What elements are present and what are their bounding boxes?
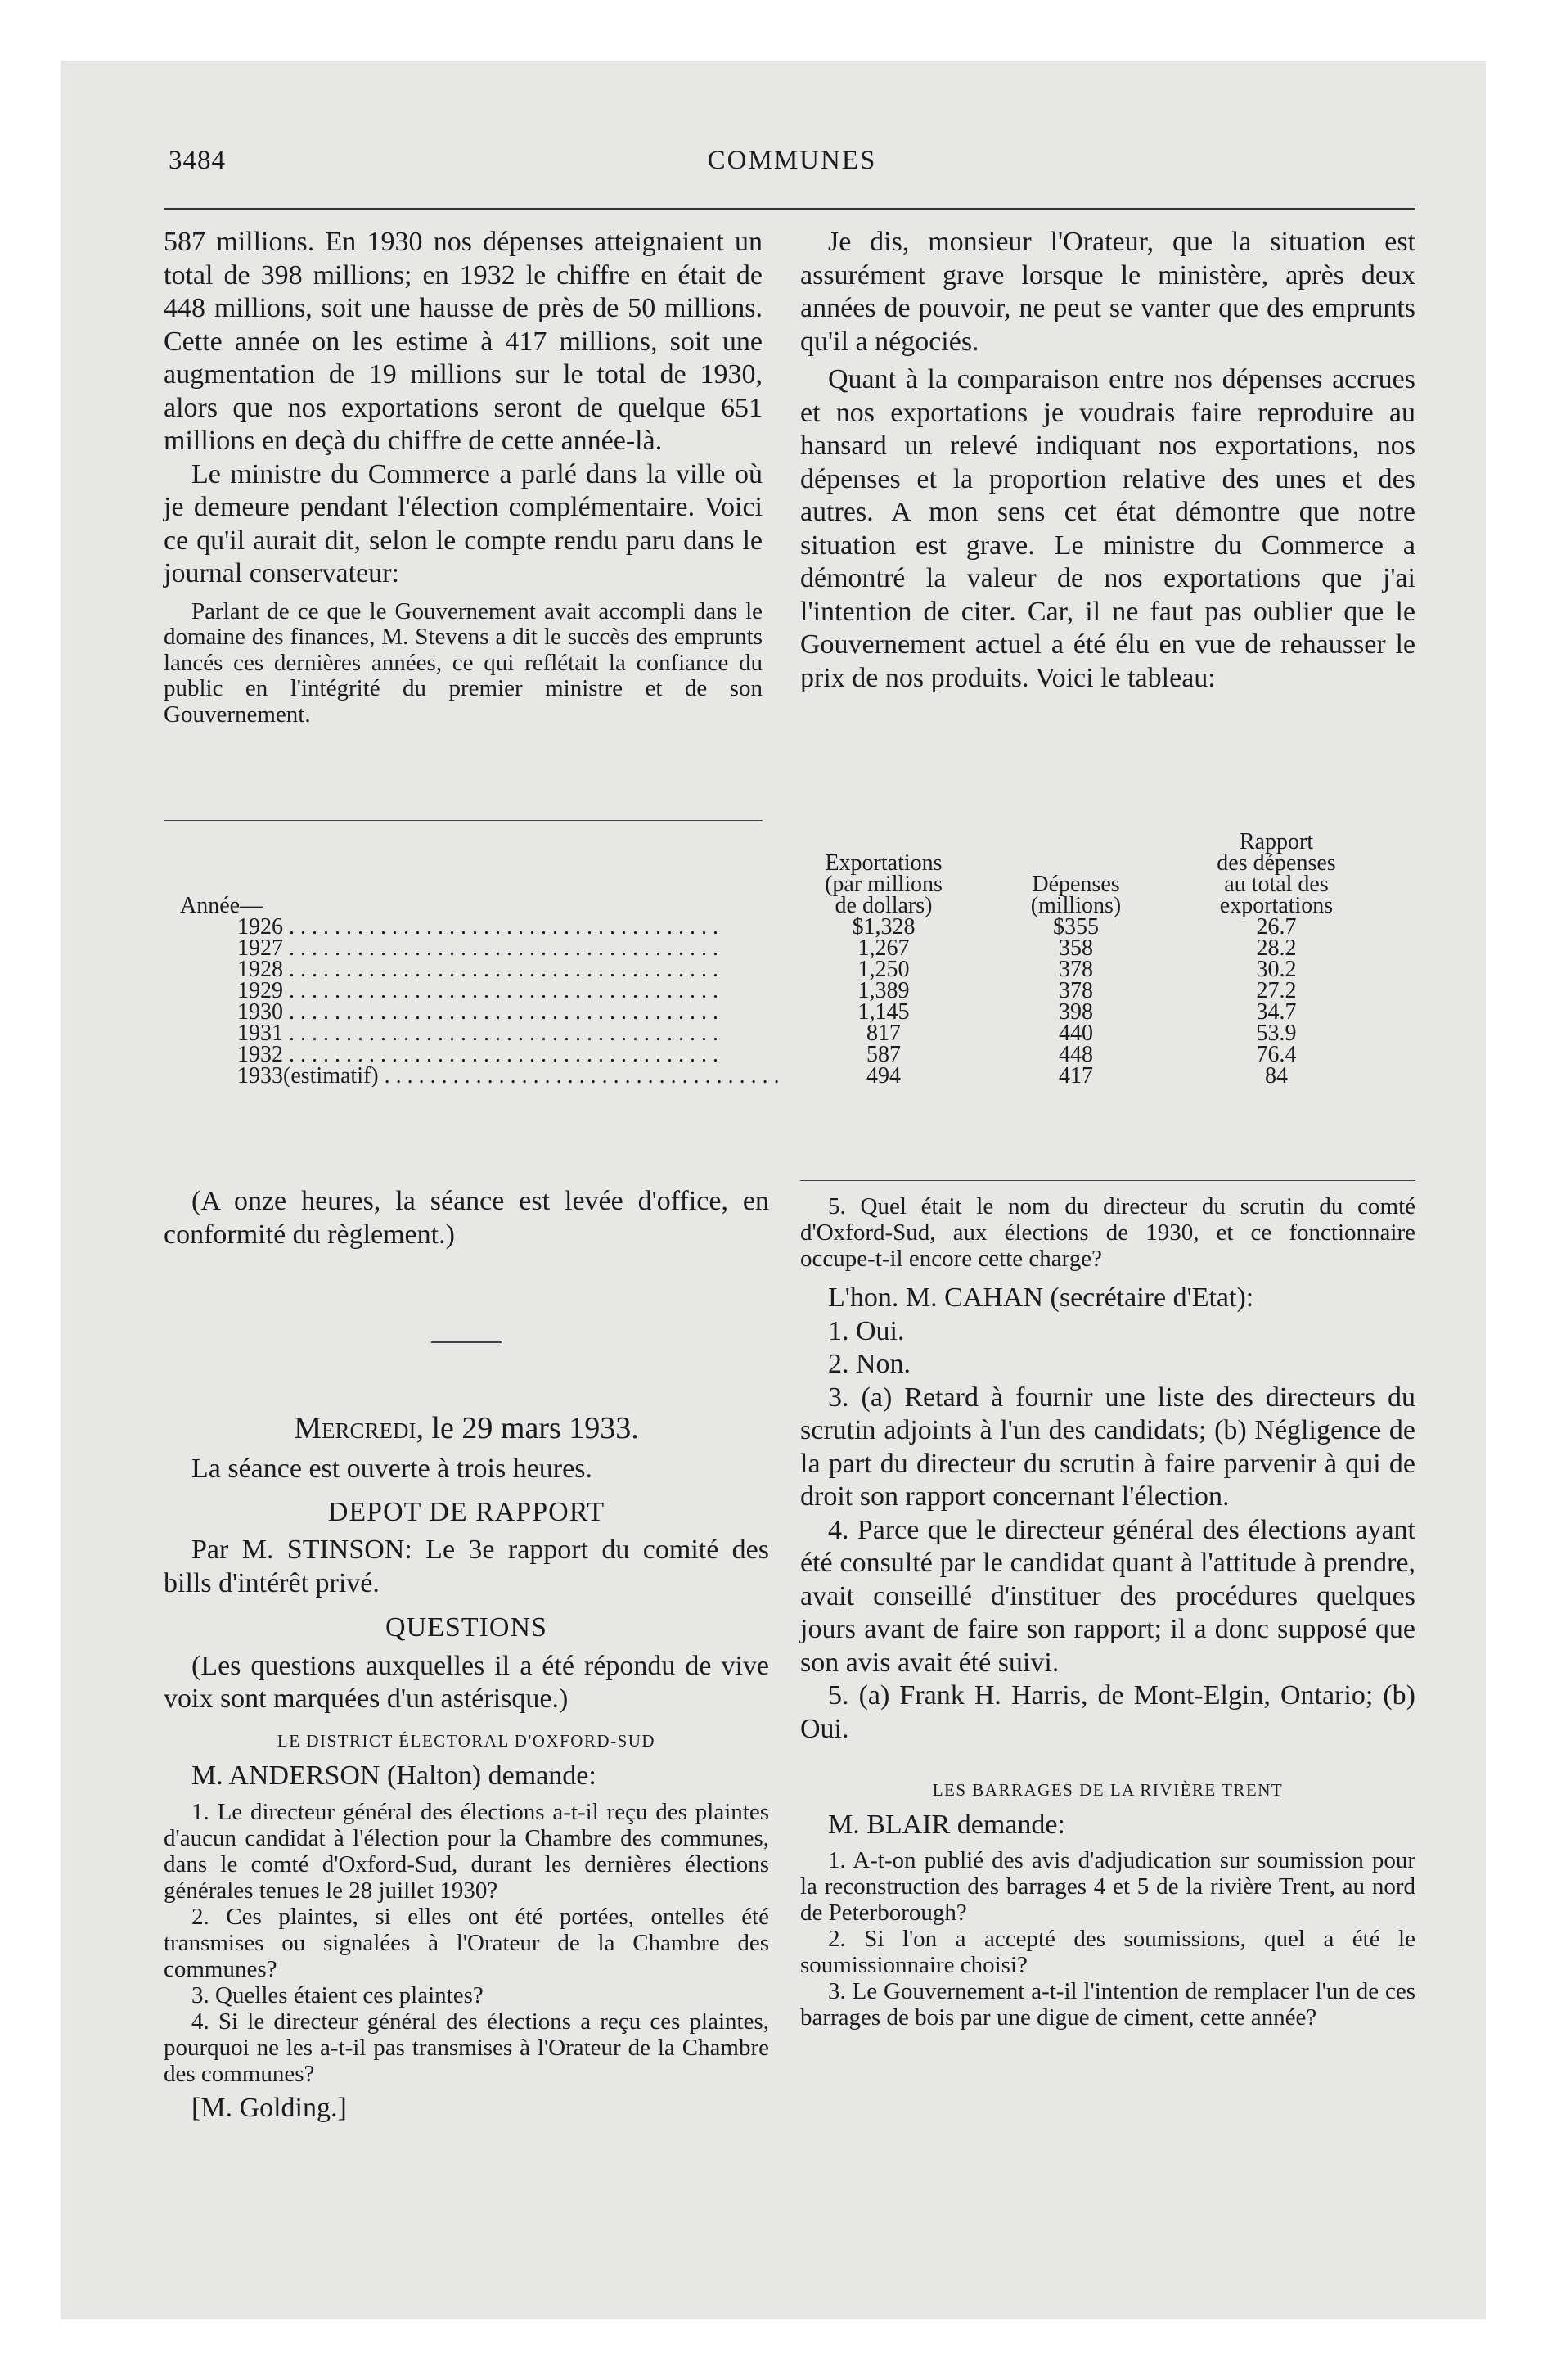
year: 1929: [237, 980, 283, 1002]
year: 1932: [237, 1044, 283, 1066]
header-line: au total des: [1224, 872, 1329, 897]
expenses-cell: 378: [1059, 957, 1093, 982]
answer: 3. (a) Retard à fournir une liste des directeurs du scrutin adjoints à l'un des candidats; (b) Négligence de la part du directeur du scrutin à faire parvenir à qui de droit son rapport concernant l'élection.: [800, 1382, 1415, 1512]
speaker-footer: [M. Golding.]: [191, 2093, 347, 2123]
answer: 5. (a) Frank H. Harris, de Mont-Elgin, Ontario; (b) Oui.: [800, 1680, 1415, 1744]
leader-dots: . . . . . . . . . . . . . . . . . . . . . . . . . . . . . . . . . . . . . .: [283, 959, 718, 980]
ratio-cell: 30.2: [1256, 957, 1297, 982]
table-header-row: [180, 832, 1383, 917]
answerer: L'hon. M. CAHAN (secrétaire d'Etat):: [828, 1282, 1254, 1313]
quotation: Parlant de ce que le Gouvernement avait accompli dans le domaine des finances, M. Stevens a dit le succès des emprunts lancés ces dernières années, ce qui reflétait la confiance du public en l'intégrité du premier ministre et de son Gouvernement.: [164, 597, 763, 728]
right-column-lower: [800, 1193, 1415, 2031]
left-column-top: [164, 226, 763, 728]
exports-cell: $1,328: [852, 914, 916, 940]
section-heading: DEPOT DE RAPPORT: [327, 1496, 605, 1527]
table-row: [180, 959, 1383, 980]
expenses-cell: 398: [1059, 999, 1093, 1025]
section-heading: QUESTIONS: [385, 1612, 547, 1643]
header-line: Exportations: [825, 850, 943, 876]
year: 1930: [237, 1002, 283, 1023]
table-row: [180, 1044, 1383, 1066]
col-header-expenses: [982, 832, 1170, 917]
divider: [164, 820, 763, 821]
year-cell: [180, 938, 785, 959]
table-row: [180, 938, 1383, 959]
paragraph: Le ministre du Commerce a parlé dans la ville où je demeure pendant l'élection complémentaire. Voici ce qu'il aurait dit, selon le compte rendu paru dans le journal conservateur:: [164, 458, 763, 588]
year-cell: [180, 917, 785, 938]
table-row: [180, 1023, 1383, 1044]
year-cell: [180, 1002, 785, 1023]
expenses-cell: 417: [1059, 1063, 1093, 1089]
questioner: M. ANDERSON (Halton) demande:: [191, 1760, 596, 1791]
year-cell: [180, 1044, 785, 1066]
exports-expenses-table: [180, 829, 1383, 1089]
question: 4. Si le directeur général des élections a reçu ces plaintes, pourquoi ne les a-t-il pas transmises à l'Orateur de la Chambre des communes?: [164, 2008, 769, 2087]
header-line: (millions): [1030, 893, 1122, 918]
header-line: des dépenses: [1217, 850, 1336, 876]
header-line: (par millions: [825, 872, 943, 897]
leader-dots: . . . . . . . . . . . . . . . . . . . . . . . . . . . . . . . . . . . . . .: [283, 980, 718, 1002]
expenses-cell: 440: [1059, 1021, 1093, 1046]
exports-cell: 817: [866, 1021, 901, 1046]
question: 3. Le Gouvernement a-t-il l'intention de remplacer l'un de ces barrages de bois par une digue de ciment, cette année?: [800, 1977, 1415, 2031]
question: 3. Quelles étaient ces plaintes?: [191, 1982, 484, 2008]
right-column-top: [800, 226, 1415, 695]
leader-dots: . . . . . . . . . . . . . . . . . . . . . . . . . . . . . . . . . . . . . .: [283, 938, 718, 959]
exports-cell: 1,145: [857, 999, 910, 1025]
left-column-lower: [164, 1185, 769, 2125]
divider: [800, 1180, 1415, 1181]
header-line: Rapport: [1239, 829, 1314, 854]
leader-dots: . . . . . . . . . . . . . . . . . . . . . . . . . . . . . . . . . . . . . .: [283, 917, 718, 938]
expenses-cell: 378: [1059, 978, 1093, 1003]
year: 1933(estimatif): [237, 1066, 379, 1087]
sitting-date-heading: [164, 1410, 769, 1446]
expenses-cell: 358: [1059, 935, 1093, 961]
leader-dots: . . . . . . . . . . . . . . . . . . . . . . . . . . . . . . . . . . . . . .: [283, 1044, 718, 1066]
table-row: [180, 1066, 1383, 1087]
question: 1. Le directeur général des élections a-t-il reçu des plaintes d'aucun candidat à l'élection pour la Chambre des communes, dans le comté d'Oxford-Sud, durant les dernières élections générales tenues le 28 juillet 1930?: [164, 1799, 769, 1904]
table-row: [180, 1002, 1383, 1023]
year-cell: [180, 1023, 785, 1044]
subject-heading: LES BARRAGES DE LA RIVIÈRE TRENT: [932, 1780, 1284, 1800]
year-cell: [180, 980, 785, 1002]
exports-cell: 494: [866, 1063, 901, 1089]
date-rest: le 29 mars 1933.: [424, 1411, 639, 1445]
ratio-cell: 34.7: [1256, 999, 1297, 1025]
exports-cell: 1,267: [857, 935, 910, 961]
running-head: [169, 146, 1415, 182]
paragraph: Je dis, monsieur l'Orateur, que la situation est assurément grave lorsque le ministère, après deux années de pouvoir, ne peut se vanter que des emprunts qu'il a négociés.: [800, 227, 1415, 357]
answer: 4. Parce que le directeur général des élections ayant été consulté par le candidat quant à l'attitude à prendre, avait conseillé d'instituer des procédures quelques jours avant de faire son rapport; il a donc supposé que son avis avait été suivi.: [800, 1514, 1415, 1678]
question: 1. A-t-on publié des avis d'adjudication sur soumission pour la reconstruction des barrages 4 et 5 de la rivière Trent, au nord de Peterborough?: [800, 1846, 1415, 1926]
page-number: 3484: [169, 146, 226, 175]
question: 5. Quel était le nom du directeur du scrutin du comté d'Oxford-Sud, aux élections de 1930, et ce fonctionnaire occupe-t-il encore cette charge?: [800, 1193, 1415, 1272]
ratio-cell: 53.9: [1256, 1021, 1297, 1046]
opening-line: La séance est ouverte à trois heures.: [191, 1454, 592, 1484]
header-line: de dollars): [835, 893, 933, 918]
exports-cell: 1,250: [857, 957, 910, 982]
year: 1927: [237, 938, 283, 959]
expenses-cell: 448: [1059, 1042, 1093, 1067]
paragraph: Quant à la comparaison entre nos dépenses accrues et nos exportations je voudrais faire reproduire au hansard un relevé indiquant nos exportations, nos dépenses et la proportion relative des unes et des autres. A mon sens cet état démontre que notre situation est grave. Le ministre du Commerce a démontré la valeur de nos exportations que j'ai l'intention de citer. Car, il ne faut pas oublier que le Gouvernement actuel a été élu en vue de rehausser le prix de nos produits. Voici le tableau:: [800, 364, 1415, 693]
divider: [431, 1341, 502, 1343]
header-line: exportations: [1219, 893, 1334, 918]
questions-note: (Les questions auxquelles il a été répondu de vive voix sont marquées d'un astérisque.): [164, 1650, 769, 1714]
questioner: M. BLAIR demande:: [828, 1810, 1065, 1840]
question: 2. Si l'on a accepté des soumissions, quel a été le soumissionnaire choisi?: [800, 1925, 1415, 1978]
header-rule: [164, 208, 1415, 210]
exports-cell: 587: [866, 1042, 901, 1067]
leader-dots: . . . . . . . . . . . . . . . . . . . . . . . . . . . . . . . . . . .: [378, 1066, 780, 1087]
exports-cell: 1,389: [857, 978, 910, 1003]
expenses-cell: $355: [1053, 914, 1099, 940]
paragraph: 587 millions. En 1930 nos dépenses atteignaient un total de 398 millions; en 1932 le chiffre en était de 448 millions, soit une hausse de près de 50 millions. Cette année on les estime à 417 millions, soit une augmentation de 19 millions sur le total de 1930, alors que nos exportations seront de quelque 651 millions en deçà du chiffre de cette année-là.: [164, 227, 763, 456]
page-title: COMMUNES: [707, 146, 877, 175]
ratio-cell: 26.7: [1256, 914, 1297, 940]
question: 2. Ces plaintes, si elles ont été portées, ontelles été transmises ou signalées à l'Orateur de la Chambre des communes?: [164, 1904, 769, 1982]
col-header-ratio: [1170, 829, 1383, 918]
table-row: [180, 980, 1383, 1002]
answer: 2. Non.: [828, 1349, 911, 1379]
ratio-cell: 28.2: [1256, 935, 1297, 961]
stub-header: Année—: [180, 893, 263, 918]
answer: 1. Oui.: [828, 1315, 905, 1346]
year-cell: [180, 1066, 785, 1087]
report-text: Par M. STINSON: Le 3e rapport du comité des bills d'intérêt privé.: [164, 1535, 769, 1598]
header-line: Dépenses: [1032, 872, 1120, 897]
year: 1926: [237, 917, 283, 938]
year: 1931: [237, 1023, 283, 1044]
subject-heading: LE DISTRICT ÉLECTORAL D'OXFORD-SUD: [277, 1730, 656, 1751]
leader-dots: . . . . . . . . . . . . . . . . . . . . . . . . . . . . . . . . . . . . . .: [283, 1023, 718, 1044]
ratio-cell: 27.2: [1256, 978, 1297, 1003]
col-header-exports: [785, 832, 982, 917]
ratio-cell: 84: [1265, 1063, 1288, 1089]
year-cell: [180, 959, 785, 980]
leader-dots: . . . . . . . . . . . . . . . . . . . . . . . . . . . . . . . . . . . . . .: [283, 1002, 718, 1023]
year: 1928: [237, 959, 283, 980]
ratio-cell: 76.4: [1256, 1042, 1297, 1067]
date-prefix: Mercredi,: [294, 1411, 424, 1445]
adjournment-note: (A onze heures, la séance est levée d'office, en conformité du règlement.): [164, 1186, 769, 1250]
table-row: [180, 917, 1383, 938]
